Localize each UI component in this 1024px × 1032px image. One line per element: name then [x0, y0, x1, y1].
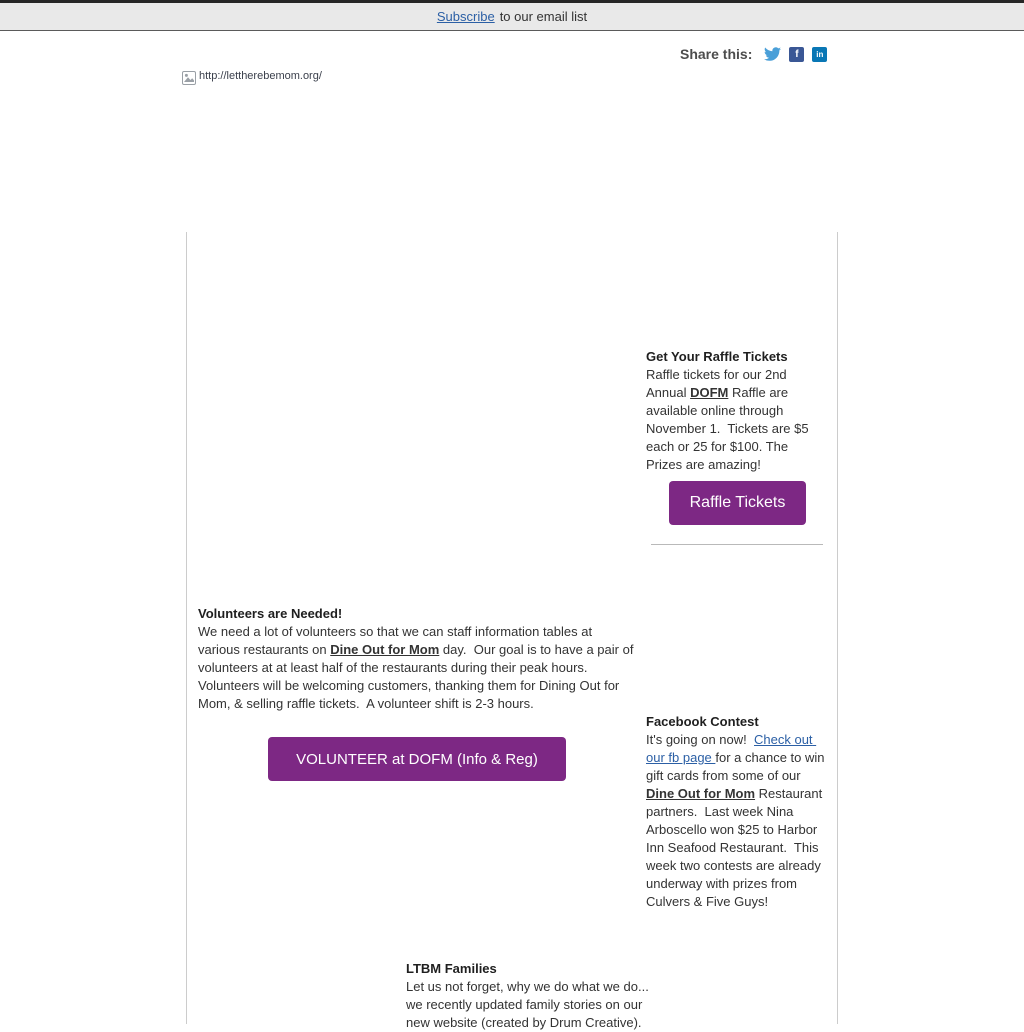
subscribe-text: to our email list: [499, 9, 588, 24]
share-label: Share this:: [680, 46, 753, 62]
facebook-icon[interactable]: f: [789, 47, 804, 62]
header-image-alt: http://lettherebemom.org/: [199, 70, 322, 82]
volunteers-section: [198, 605, 638, 713]
raffle-section: [646, 348, 827, 474]
linkedin-icon[interactable]: in: [812, 47, 827, 62]
broken-image-icon: [182, 71, 196, 85]
families-section: [406, 960, 652, 1032]
volunteers-text: We need a lot of volunteers so that we can staff information tables at various restaurants on Dine Out for Mom day. Our goal is to have a pair of volunteers at at least half of the restaurants during their peak hours. Volunteers will be welcoming customers, thanking them for Dining Out for Mom, & selling raffle tickets. A volunteer shift is 2-3 hours.: [198, 624, 638, 711]
facebook-dofm: Dine Out for Mom: [646, 786, 756, 801]
subscribe-link[interactable]: Subscribe: [436, 9, 495, 24]
volunteers-dofm: Dine Out for Mom: [330, 642, 440, 657]
raffle-text: Raffle tickets for our 2nd Annual DOFM Raffle are available online through November 1. Tickets are $5 each or 25 for $100. The Prizes are amazing!: [646, 367, 813, 472]
facebook-text: It's going on now! Check out our fb page for a chance to win gift cards from some of our Dine Out for Mom Restaurant partners. Last week Nina Arboscello won $25 to Harbor Inn Seafood Restaurant. This week two contests are already underway with prizes from Culvers & Five Guys!: [646, 732, 829, 909]
families-title: LTBM Families: [406, 961, 497, 976]
facebook-section: [646, 713, 829, 911]
raffle-title: Get Your Raffle Tickets: [646, 349, 788, 364]
header-image-link[interactable]: [182, 70, 322, 85]
families-text: Let us not forget, why we do what we do... we recently updated family stories on our new website (created by Drum Creative).: [406, 979, 653, 1030]
facebook-title: Facebook Contest: [646, 714, 759, 729]
section-divider: [651, 544, 823, 545]
raffle-dofm: DOFM: [690, 385, 729, 400]
raffle-tickets-button[interactable]: Raffle Tickets: [669, 481, 806, 525]
twitter-icon[interactable]: [764, 47, 781, 62]
subscribe-bar: [0, 0, 1024, 31]
volunteers-title: Volunteers are Needed!: [198, 606, 343, 621]
fb-page-link[interactable]: Check out our fb page: [646, 732, 817, 765]
email-body: [186, 232, 838, 1030]
volunteer-button[interactable]: VOLUNTEER at DOFM (Info & Reg): [268, 737, 566, 781]
share-row: [680, 44, 835, 64]
